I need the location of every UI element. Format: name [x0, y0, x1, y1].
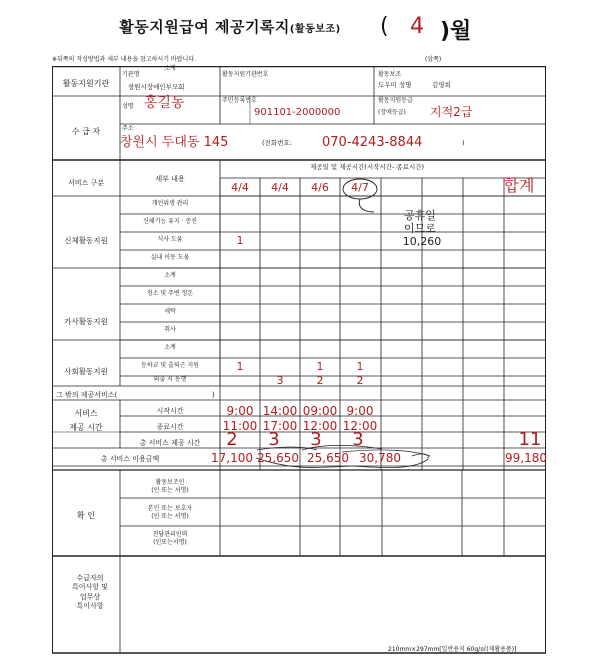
- service-item-label: 신체기능 유지 · 증진: [143, 218, 197, 225]
- service-group-label: 가사활동지원: [64, 317, 108, 326]
- days-header: 제공일 및 제공시간(시작시간- 종료시간): [310, 163, 425, 171]
- category-header: 서비스 구분: [67, 179, 105, 187]
- other-services-close: ): [212, 391, 215, 399]
- month-open: (: [380, 14, 389, 39]
- notice-right: (앞쪽): [425, 56, 442, 63]
- date-header: 4/4: [231, 181, 249, 194]
- service-group-label: 사회활동지원: [64, 367, 108, 376]
- amount-value: 25,650: [307, 451, 349, 465]
- month-close: )월: [440, 19, 472, 44]
- recipient-label: 수 급 자: [71, 127, 101, 136]
- confirm-row1-line2: (인 또는 서명): [151, 487, 189, 494]
- start-time-label: 시작시간: [156, 407, 184, 415]
- start-time-value: 09:00: [302, 404, 338, 418]
- table-lines: [52, 66, 546, 654]
- detail-header: 세부 내용: [155, 175, 185, 183]
- total-hours-label: 총 서비스 제공 시간: [139, 439, 201, 447]
- helper-name: 김영희: [432, 81, 451, 89]
- service-item-label: 실내 이동 도움: [150, 254, 190, 261]
- helper-label: 활동보조: [378, 71, 402, 78]
- month-value: 4: [410, 14, 424, 39]
- name-label: 성명: [122, 103, 134, 110]
- form-title-main: 활동지원급여 제공기록지: [119, 18, 290, 36]
- date-header: 4/6: [311, 181, 329, 194]
- other-services-label: 그 밖의 제공서비스(: [56, 391, 118, 399]
- service-group-label: 신체활동지원: [64, 236, 108, 245]
- time-group-line2: 제공 시간: [69, 423, 103, 432]
- total-hours-sum: 11: [518, 429, 542, 450]
- service-item-label: 식사 도움: [157, 236, 183, 243]
- helper-sub: 도우미 성명: [378, 81, 412, 89]
- confirm-row2-line2: (인 또는 서명): [151, 513, 189, 520]
- grade-value: 지적2급: [430, 105, 473, 119]
- time-group-line1: 서비스: [74, 409, 98, 418]
- date-header: 4/4: [271, 181, 289, 194]
- service-item-label: 등하교 및 출퇴근 지원: [141, 362, 199, 369]
- amount-value: 25,650: [257, 451, 299, 465]
- holiday-note-line2: 이므로: [404, 222, 436, 235]
- annotation-arrow: [359, 199, 374, 212]
- end-time-value: 17:00: [262, 419, 298, 433]
- grade-label: 활동지원등급: [378, 97, 413, 104]
- amount-value: 30,780: [359, 451, 401, 465]
- service-item-label: 외출 시 동행: [153, 376, 187, 383]
- end-time-label: 종료시간: [156, 423, 184, 431]
- holiday-note-line3: 10,260: [402, 235, 442, 248]
- remarks-label: 수급자의 특이사항 및 업무상 특이사항: [71, 574, 109, 611]
- amount-value: 17,100: [211, 451, 253, 465]
- start-time-value: 9:00: [226, 404, 254, 418]
- service-item-value: 2: [316, 374, 324, 387]
- service-item-label: 세탁: [164, 308, 176, 315]
- rrn-value: 901101-2000000: [254, 107, 341, 118]
- phone-close: ): [462, 139, 465, 147]
- service-item-label: 청소 및 주변 정돈: [146, 290, 194, 297]
- form-title-suffix: (활동보조): [289, 24, 341, 35]
- start-time-value: 14:00: [262, 404, 298, 418]
- total-hours-value: 3: [268, 429, 280, 450]
- service-item-value: 1: [356, 360, 364, 373]
- service-item-label: 개인위생 관리: [151, 200, 189, 207]
- amount-sum: 99,180: [505, 451, 547, 465]
- confirm-label: 확 인: [77, 511, 95, 520]
- end-time-value: 12:00: [342, 419, 378, 433]
- agency-name-label: 기관명: [122, 71, 140, 78]
- phone-label: (전화번호:: [262, 139, 292, 147]
- service-item-value: 2: [356, 374, 364, 387]
- service-item-value: 3: [276, 374, 284, 387]
- name-value: 홍길동: [144, 95, 185, 111]
- holiday-note-line1: 공휴일: [404, 209, 436, 222]
- agency-name-value: 창원시장애인부모회: [128, 83, 185, 91]
- end-time-value: 12:00: [302, 419, 338, 433]
- start-time-value: 9:00: [346, 404, 374, 418]
- service-item-label: 소계: [164, 344, 176, 351]
- total-hours-value: 3: [310, 429, 322, 450]
- provider-label: 활동지원기관: [62, 79, 110, 88]
- end-time-value: 11:00: [222, 419, 258, 433]
- total-header: 합계: [503, 176, 535, 195]
- form-title: [0, 16, 460, 37]
- phone-value: 070-4243-8844: [322, 135, 423, 150]
- service-item-label: 취사: [164, 326, 176, 333]
- total-amount-label: 총 서비스 이용금액: [100, 455, 160, 463]
- confirm-row2-line1: 본인 또는 보호자: [147, 505, 193, 512]
- grade-sub: (장애등급): [378, 109, 406, 116]
- confirm-row1-line1: 활동보조인: [155, 479, 185, 486]
- service-item-value: 1: [236, 234, 244, 247]
- service-item-label: 소계: [164, 65, 176, 72]
- agency-code-label: 활동지원기관번호: [222, 71, 269, 78]
- date-header: 4/7: [351, 181, 369, 194]
- rrn-label: 주민등록번호: [222, 97, 257, 104]
- footer: 210mm×297mm[일반용지 60g/㎡(재활용품)]: [388, 646, 517, 653]
- total-hours-value: 2: [226, 429, 238, 450]
- confirm-row3-line2: (인또는서명): [153, 539, 187, 546]
- service-item-value: 1: [316, 360, 324, 373]
- service-item-label: 소계: [164, 272, 176, 279]
- address-value: 창원시 두대동 145: [120, 135, 229, 150]
- notice: ※뒤쪽의 작성방법과 세부 내용을 참고하시기 바랍니다.: [52, 56, 196, 63]
- total-hours-value: 3: [352, 429, 364, 450]
- address-label: 주소: [122, 125, 134, 132]
- confirm-row3-line1: 전담관리인력: [152, 531, 188, 538]
- record-table: [52, 66, 546, 654]
- service-item-value: 1: [236, 360, 244, 373]
